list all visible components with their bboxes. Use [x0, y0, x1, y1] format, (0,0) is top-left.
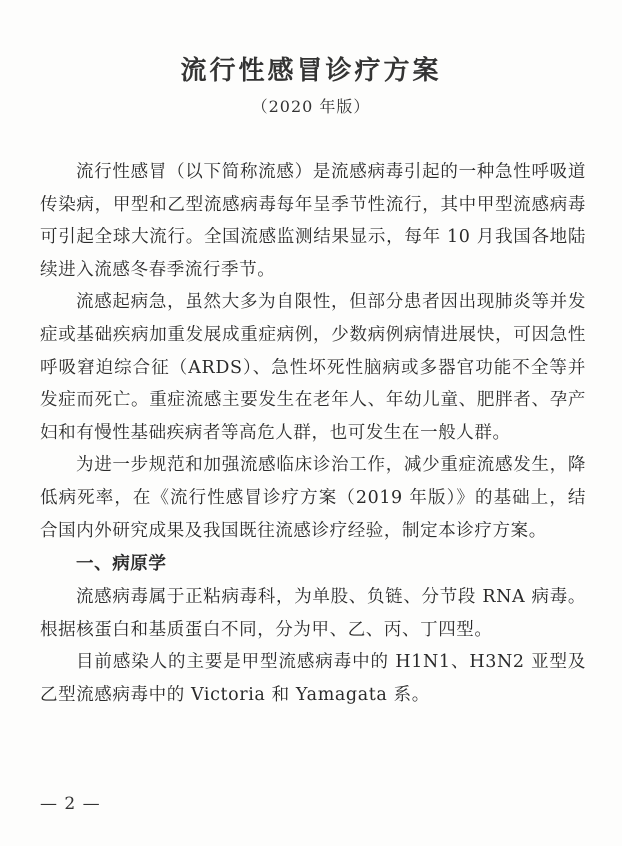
paragraph-severity: 流感起病急，虽然大多为自限性，但部分患者因出现肺炎等并发症或基础疾病加重发展成重症病例，少数病例病情进展快，可因急性呼吸窘迫综合征（ARDS）、急性坏死性脑病或多器官功能不全等并发症而死亡。重症流感主要发生在老年人、年幼儿童、肥胖者、孕产妇和有慢性基础疾病者等高危人群，也可发生在一般人群。	[40, 292, 586, 443]
paragraph-purpose: 为进一步规范和加强流感临床诊治工作，减少重症流感发生，降低病死率，在《流行性感冒诊疗方案（2019 年版）》的基础上，结合国内外研究成果及我国既往流感诊疗经验，制定本诊疗方案。	[40, 455, 586, 541]
page-number: — 2 —	[40, 794, 101, 814]
paragraph-intro: 流行性感冒（以下简称流感）是流感病毒引起的一种急性呼吸道传染病，甲型和乙型流感病毒每年呈季节性流行，其中甲型流感病毒可引起全球大流行。全国流感监测结果显示，每年 10 月我国各地陆续进入流感冬春季流行季节。	[40, 162, 586, 280]
document-edition: （2020 年版）	[251, 97, 371, 116]
document-body	[40, 156, 586, 712]
paragraph-virus-subtypes: 目前感染人的主要是甲型流感病毒中的 H1N1、H3N2 亚型及乙型流感病毒中的 Victoria 和 Yamagata 系。	[40, 652, 586, 705]
section-heading-etiology: 一、病原学	[76, 554, 167, 575]
paragraph-virus-classification: 流感病毒属于正粘病毒科，为单股、负链、分节段 RNA 病毒。根据核蛋白和基质蛋白不同，分为甲、乙、丙、丁四型。	[40, 587, 586, 640]
document-title: 流行性感冒诊疗方案	[180, 56, 442, 86]
